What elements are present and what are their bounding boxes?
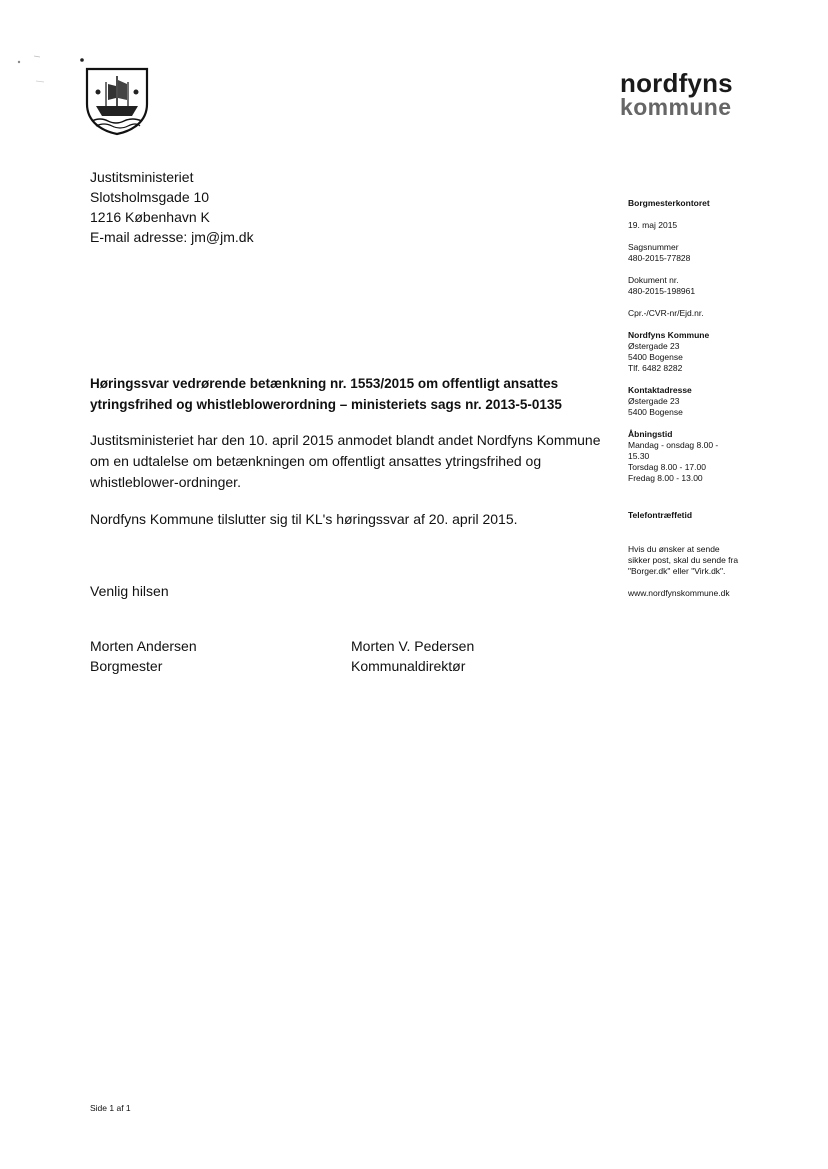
office-label: Borgmesterkontoret: [628, 198, 710, 208]
secure-mail-note: [628, 544, 808, 577]
organization-name: Nordfyns Kommune: [628, 330, 710, 340]
document-number: 480-2015-198961: [628, 286, 696, 296]
subject-line: Høringssvar vedrørende betænkning nr. 1553/2015 om offentligt ansattes: [90, 376, 559, 391]
contact-city: 5400 Bogense: [628, 407, 683, 417]
subject-line: ytringsfrihed og whistleblowerordning – ministeriets sags nr. 2013-5-0135: [90, 397, 562, 412]
signature-director: [351, 636, 474, 676]
secure-mail-line: Hvis du ønsker at sende: [628, 544, 720, 554]
recipient-address: [90, 167, 254, 247]
municipality-logo: [620, 70, 760, 118]
recipient-line: Justitsministeriet: [90, 169, 194, 185]
contact-street: Østergade 23: [628, 396, 680, 406]
recipient-line: 1216 København K: [90, 209, 210, 225]
contact-label: Kontaktadresse: [628, 385, 692, 395]
website-link[interactable]: www.nordfynskommune.dk: [628, 588, 730, 598]
signature-title: Borgmester: [90, 658, 163, 674]
case-number-block: [628, 242, 808, 264]
scan-specks: [16, 54, 86, 84]
opening-hours-label: Åbningstid: [628, 429, 673, 439]
case-label: Sagsnummer: [628, 242, 679, 252]
logo-line2: kommune: [620, 94, 732, 120]
body-paragraph-1: [90, 430, 601, 493]
recipient-line: Slotsholmsgade 10: [90, 189, 210, 205]
closing-greeting: Venlig hilsen: [90, 583, 169, 599]
paragraph-line: Justitsministeriet har den 10. april 2015 anmodet blandt andet Nordfyns Kommune: [90, 432, 601, 448]
organization-street: Østergade 23: [628, 341, 680, 351]
opening-hours-line: Fredag 8.00 - 13.00: [628, 473, 703, 483]
case-number: 480-2015-77828: [628, 253, 691, 263]
phone-hours-label: Telefontræffetid: [628, 510, 693, 520]
organization-block: [628, 330, 808, 374]
body-paragraph-2: Nordfyns Kommune tilslutter sig til KL's høringssvar af 20. april 2015.: [90, 511, 518, 527]
paragraph-line: om en udtalelse om betænkningen om offentligt ansattes ytringsfrihed og: [90, 453, 542, 469]
signature-mayor: [90, 636, 197, 676]
letter-subject: [90, 373, 590, 415]
coat-of-arms-icon: [84, 66, 150, 136]
contact-address-block: [628, 385, 808, 418]
secure-mail-line: "Borger.dk" eller "Virk.dk".: [628, 566, 726, 576]
organization-phone: Tlf. 6482 8282: [628, 363, 683, 373]
signature-title: Kommunaldirektør: [351, 658, 466, 674]
organization-city: 5400 Bogense: [628, 352, 683, 362]
sender-info-sidebar: [628, 198, 808, 599]
logo-line1: nordfyns: [620, 68, 733, 98]
document-label: Dokument nr.: [628, 275, 679, 285]
letter-date: 19. maj 2015: [628, 220, 678, 230]
document-number-block: [628, 275, 808, 297]
opening-hours-block: [628, 429, 808, 484]
signature-name: Morten Andersen: [90, 638, 197, 654]
signature-name: Morten V. Pedersen: [351, 638, 475, 654]
opening-hours-line: Torsdag 8.00 - 17.00: [628, 462, 706, 472]
cpr-label: Cpr.-/CVR-nr/Ejd.nr.: [628, 308, 704, 318]
paragraph-line: whistleblower-ordninger.: [90, 474, 241, 490]
opening-hours-line: 15.30: [628, 451, 650, 461]
secure-mail-line: sikker post, skal du sende fra: [628, 555, 739, 565]
recipient-line: E-mail adresse: jm@jm.dk: [90, 229, 254, 245]
page-number: Side 1 af 1: [90, 1103, 131, 1113]
opening-hours-line: Mandag - onsdag 8.00 -: [628, 440, 719, 450]
